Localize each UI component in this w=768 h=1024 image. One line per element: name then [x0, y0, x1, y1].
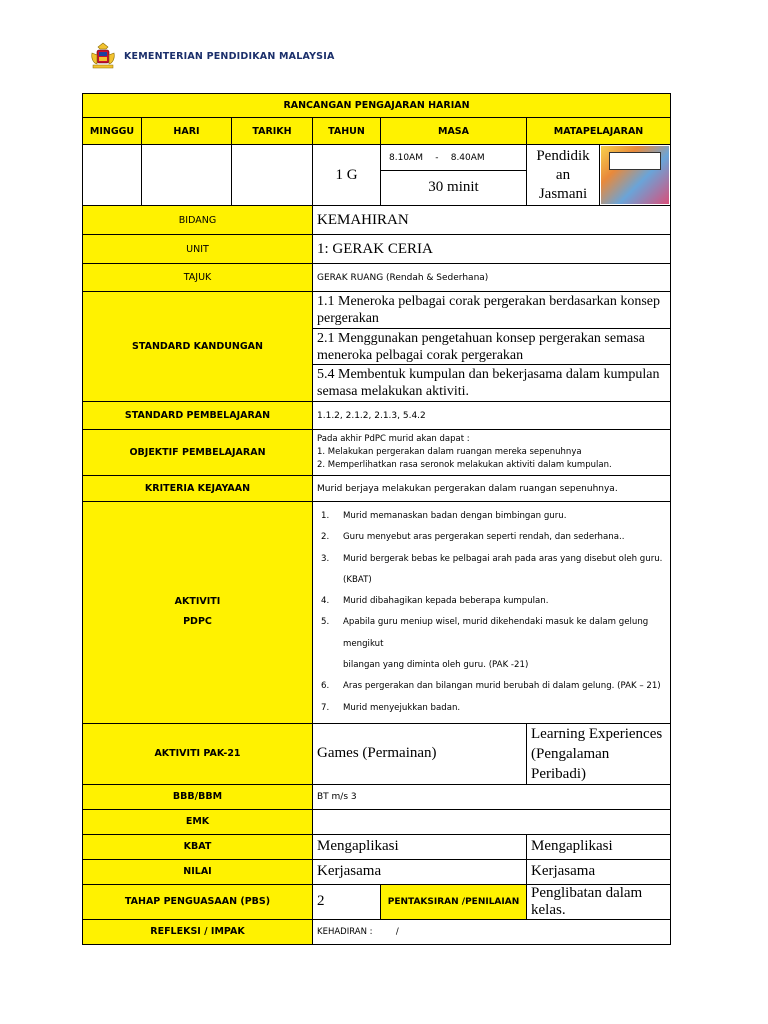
page-header [88, 40, 335, 72]
objektif-item: 2. Memperlihatkan rasa seronok melakukan aktiviti dalam kumpulan. [317, 460, 612, 470]
masa-end: 8.40AM [450, 152, 485, 163]
value-pak21-left: Games (Permainan) [313, 723, 527, 784]
col-tarikh: TARIKH [232, 118, 313, 145]
label-tajuk: TAJUK [83, 264, 313, 292]
value-tahap: 2 [313, 884, 381, 919]
value-kriteria: Murid berjaya melakukan pergerakan dalam ruangan sepenuhnya. [313, 476, 671, 502]
pak21-right-line-1: Learning Experiences [531, 725, 663, 742]
masa-start: 8.10AM [389, 152, 423, 163]
pak21-right-line-2: (Pengalaman Peribadi) [531, 745, 610, 782]
label-kbat: KBAT [83, 834, 313, 859]
value-minggu [83, 145, 142, 206]
label-kriteria: KRITERIA KEJAYAAN [83, 476, 313, 502]
lesson-plan-table [82, 93, 671, 945]
label-tahap: TAHAP PENGUASAAN (PBS) [83, 884, 313, 919]
masa-sep: - [435, 152, 439, 163]
value-nilai-right: Kerjasama [527, 859, 671, 884]
col-tahun: TAHUN [313, 118, 381, 145]
value-refleksi [313, 919, 671, 944]
value-tahun: 1 G [313, 145, 381, 206]
value-emk [313, 809, 671, 834]
aktiviti-step: 3. Murid bergerak bebas ke pelbagai arah pada aras yang disebut oleh guru. (KBAT) [321, 553, 663, 585]
label-bbb: BBB/BBM [83, 784, 313, 809]
value-bbb: BT m/s 3 [313, 784, 671, 809]
value-objektif [313, 430, 671, 476]
objektif-item: 1. Melakukan pergerakan dalam ruangan mereka sepenuhnya [317, 447, 582, 457]
coat-of-arms-icon [88, 41, 118, 71]
value-masa [381, 145, 527, 206]
aktiviti-step: 4. Murid dibahagikan kepada beberapa kumpulan. [321, 596, 549, 607]
value-nilai-left: Kerjasama [313, 859, 527, 884]
value-kbat-right: Mengaplikasi [527, 834, 671, 859]
label-unit: UNIT [83, 235, 313, 264]
col-hari: HARI [142, 118, 232, 145]
col-minggu: MINGGU [83, 118, 142, 145]
aktiviti-step: 5. Apabila guru meniup wisel, murid dikehendaki masuk ke dalam gelung mengikut [321, 617, 649, 649]
value-kbat-left: Mengaplikasi [313, 834, 527, 859]
subject-line-3: Jasmani [538, 185, 588, 202]
value-pentaksiran: Penglibatan dalam kelas. [527, 884, 671, 919]
value-hari [142, 145, 232, 206]
plan-title: RANCANGAN PENGAJARAN HARIAN [83, 94, 671, 118]
value-unit: 1: GERAK CERIA [313, 235, 671, 264]
standard-kandungan-item: 1.1 Meneroka pelbagai corak pergerakan berdasarkan konsep pergerakan [313, 292, 671, 329]
label-refleksi: REFLEKSI / IMPAK [83, 919, 313, 944]
label-nilai: NILAI [83, 859, 313, 884]
aktiviti-step: 6. Aras pergerakan dan bilangan murid berubah di dalam gelung. (PAK – 21) [321, 681, 661, 692]
textbook-cover [600, 145, 671, 206]
value-tajuk: GERAK RUANG (Rendah & Sederhana) [313, 264, 671, 292]
standard-kandungan-item: 2.1 Menggunakan pengetahuan konsep pergerakan semasa meneroka pelbagai corak pergerakan [313, 329, 671, 365]
subject-line-1: Pendidik [536, 147, 590, 164]
aktiviti-label-line-2: PDPC [183, 616, 212, 628]
value-subject [527, 145, 600, 206]
label-pak21: AKTIVITI PAK-21 [83, 723, 313, 784]
textbook-cover-image [601, 146, 669, 204]
kehadiran-label: KEHADIRAN : [317, 926, 373, 937]
aktiviti-steps [313, 502, 671, 724]
label-objektif: OBJEKTIF PEMBELAJARAN [83, 430, 313, 476]
value-bidang: KEMAHIRAN [313, 206, 671, 235]
label-standard-kandungan: STANDARD KANDUNGAN [83, 292, 313, 402]
duration: 30 minit [428, 178, 479, 195]
col-matapelajaran: MATAPELAJARAN [527, 118, 671, 145]
aktiviti-step: bilangan yang diminta oleh guru. (PAK -21) [343, 660, 529, 671]
kehadiran-slash: / [395, 926, 399, 937]
label-aktiviti [83, 502, 313, 724]
aktiviti-step: 2. Guru menyebut aras pergerakan seperti rendah, dan sederhana.. [321, 532, 625, 543]
aktiviti-label-line-1: AKTIVITI [174, 596, 221, 608]
value-tarikh [232, 145, 313, 206]
standard-kandungan-item: 5.4 Membentuk kumpulan dan bekerjasama dalam kumpulan semasa melakukan aktiviti. [313, 365, 671, 402]
label-pentaksiran: PENTAKSIRAN /PENILAIAN [381, 884, 527, 919]
aktiviti-step: 7. Murid menyejukkan badan. [321, 702, 461, 713]
label-standard-pembelajaran: STANDARD PEMBELAJARAN [83, 402, 313, 430]
ministry-name: KEMENTERIAN PENDIDIKAN MALAYSIA [124, 50, 335, 62]
value-standard-pembelajaran: 1.1.2, 2.1.2, 2.1.3, 5.4.2 [313, 402, 671, 430]
objektif-intro: Pada akhir PdPC murid akan dapat : [317, 434, 470, 444]
subject-line-2: an [555, 166, 571, 183]
label-emk: EMK [83, 809, 313, 834]
aktiviti-step: 1. Murid memanaskan badan dengan bimbingan guru. [321, 511, 567, 521]
label-bidang: BIDANG [83, 206, 313, 235]
value-pak21-right [527, 723, 671, 784]
col-masa: MASA [381, 118, 527, 145]
